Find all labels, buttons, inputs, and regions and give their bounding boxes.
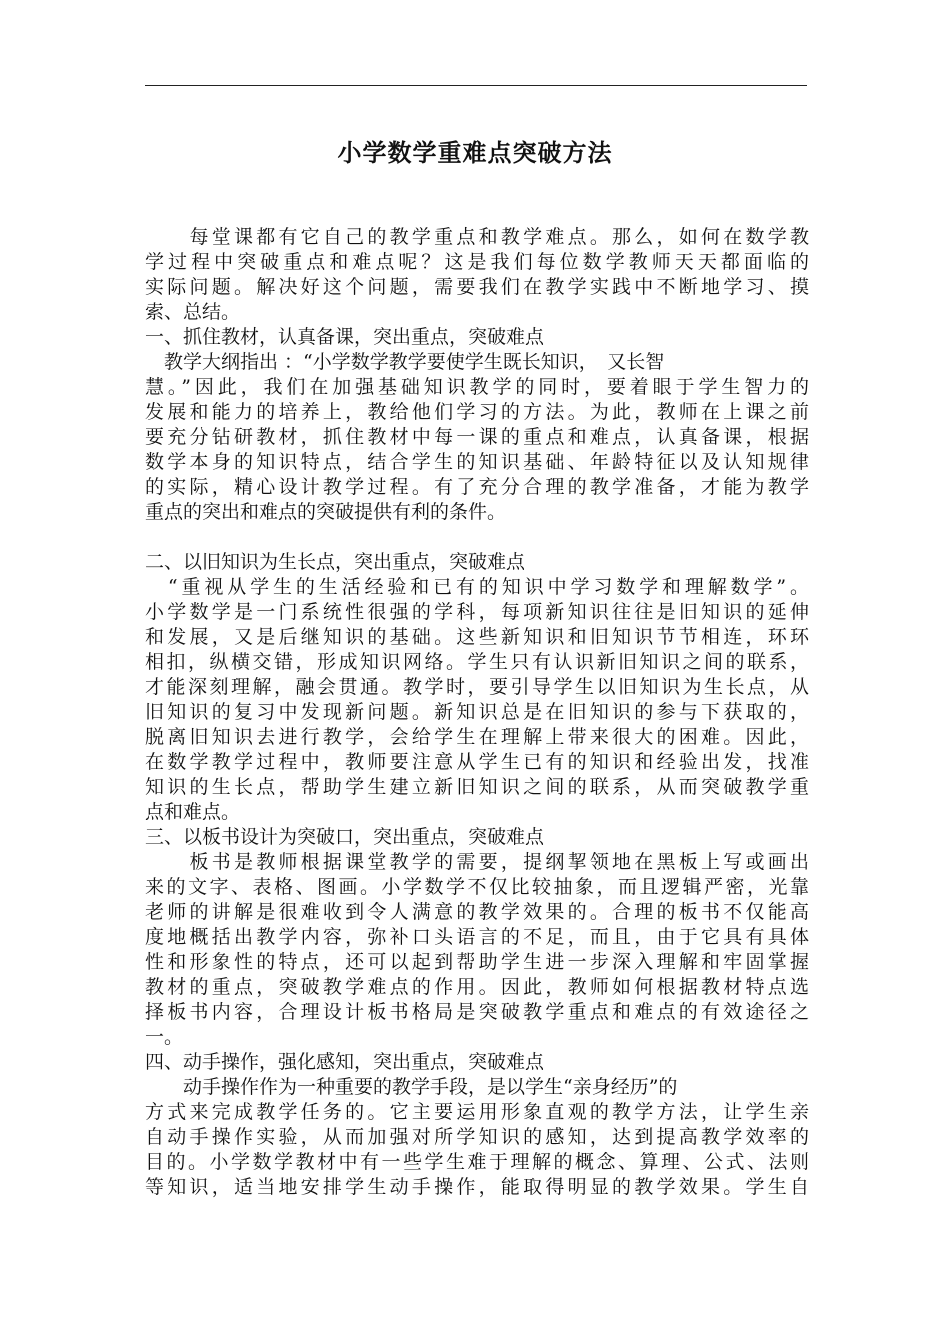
paragraph-line: 等知识，适当地安排学生动手操作，能取得明显的教学效果。学生自	[145, 1176, 809, 1198]
paragraph-line: 二、以旧知识为生长点，突出重点，突破难点	[145, 551, 526, 573]
paragraph-line: 要充分钻研教材，抓住教材中每一课的重点和难点，认真备课，根据	[145, 426, 809, 448]
paragraph-line: 慧。”因此，我们在加强基础知识教学的同时，要着眼于学生智力的	[145, 376, 809, 398]
paragraph-line: 脱离旧知识去进行教学，会给学生在理解上带来很大的困难。因此，	[145, 726, 809, 748]
document-title: 小学数学重难点突破方法	[337, 138, 613, 167]
paragraph-line: 自动手操作实验，从而加强对所学知识的感知，达到提高教学效率的	[145, 1126, 809, 1148]
paragraph-line: 每堂课都有它自己的教学重点和教学难点。那么，如何在数学教	[145, 226, 809, 248]
paragraph-line: 教材的重点，突破教学难点的作用。因此，教师如何根据教材特点选	[145, 976, 809, 998]
paragraph-line: 一。	[145, 1026, 184, 1048]
paragraph-line: 动手操作作为一种重要的教学手段，是以学生“亲身经历”的	[145, 1076, 678, 1098]
paragraph-line: 知识的生长点，帮助学生建立新旧知识之间的联系，从而突破教学重	[145, 776, 809, 798]
paragraph-line: 方式来完成教学任务的。它主要运用形象直观的教学方法，让学生亲	[145, 1101, 809, 1123]
paragraph-line: 重点的突出和难点的突破提供有利的条件。	[145, 501, 507, 523]
document-body	[145, 225, 809, 1200]
paragraph-line: 老师的讲解是很难收到令人满意的教学效果的。合理的板书不仅能高	[145, 901, 809, 923]
paragraph-line: 择板书内容，合理设计板书格局是突破教学重点和难点的有效途径之	[145, 1001, 809, 1023]
paragraph-line: 和发展，又是后继知识的基础。这些新知识和旧知识节节相连，环环	[145, 626, 809, 648]
paragraph-line: 发展和能力的培养上，教给他们学习的方法。为此，教师在上课之前	[145, 401, 809, 423]
paragraph-line: 小学数学是一门系统性很强的学科，每项新知识往往是旧知识的延伸	[145, 601, 809, 623]
paragraph-line: 三、以板书设计为突破口，突出重点，突破难点	[145, 826, 545, 848]
paragraph-line: 在数学教学过程中，教师要注意从学生已有的知识和经验出发，找准	[145, 751, 809, 773]
paragraph-line: 来的文字、表格、图画。小学数学不仅比较抽象，而且逻辑严密，光靠	[145, 876, 809, 898]
paragraph-line: 数学本身的知识特点，结合学生的知识基础、年龄特征以及认知规律	[145, 451, 809, 473]
paragraph-line: 相扣，纵横交错，形成知识网络。学生只有认识新旧知识之间的联系，	[145, 651, 809, 673]
paragraph-line: 性和形象性的特点，还可以起到帮助学生进一步深入理解和牢固掌握	[145, 951, 809, 973]
paragraph-line: 索、总结。	[145, 301, 241, 323]
paragraph-line: 教学大纲指出 ：“小学数学教学要使学生既长知识， 又长智	[145, 351, 665, 373]
paragraph-line: 的实际，精心设计教学过程。有了充分合理的教学准备，才能为教学	[145, 476, 809, 498]
blank-line	[145, 525, 809, 550]
header-rule	[145, 85, 807, 86]
paragraph-line: 点和难点。	[145, 801, 241, 823]
paragraph-line: 旧知识的复习中发现新问题。新知识总是在旧知识的参与下获取的，	[145, 701, 809, 723]
paragraph-line: 板书是教师根据课堂教学的需要，提纲挈领地在黑板上写或画出	[145, 851, 809, 873]
paragraph-line: 实际问题。解决好这个问题，需要我们在教学实践中不断地学习、摸	[145, 276, 809, 298]
paragraph-line: 目的。小学数学教材中有一些学生难于理解的概念、算理、公式、法则	[145, 1151, 809, 1173]
paragraph-line: “重视从学生的生活经验和已有的知识中学习数学和理解数学”。	[145, 576, 809, 598]
paragraph-line: 才能深刻理解，融会贯通。教学时，要引导学生以旧知识为生长点，从	[145, 676, 809, 698]
paragraph-line: 度地概括出教学内容，弥补口头语言的不足，而且，由于它具有具体	[145, 926, 809, 948]
paragraph-line: 学过程中突破重点和难点呢？这是我们每位数学教师天天都面临的	[145, 251, 809, 273]
paragraph-line: 一、抓住教材，认真备课，突出重点，突破难点	[145, 326, 545, 348]
paragraph-line: 四、动手操作，强化感知，突出重点，突破难点	[145, 1051, 545, 1073]
